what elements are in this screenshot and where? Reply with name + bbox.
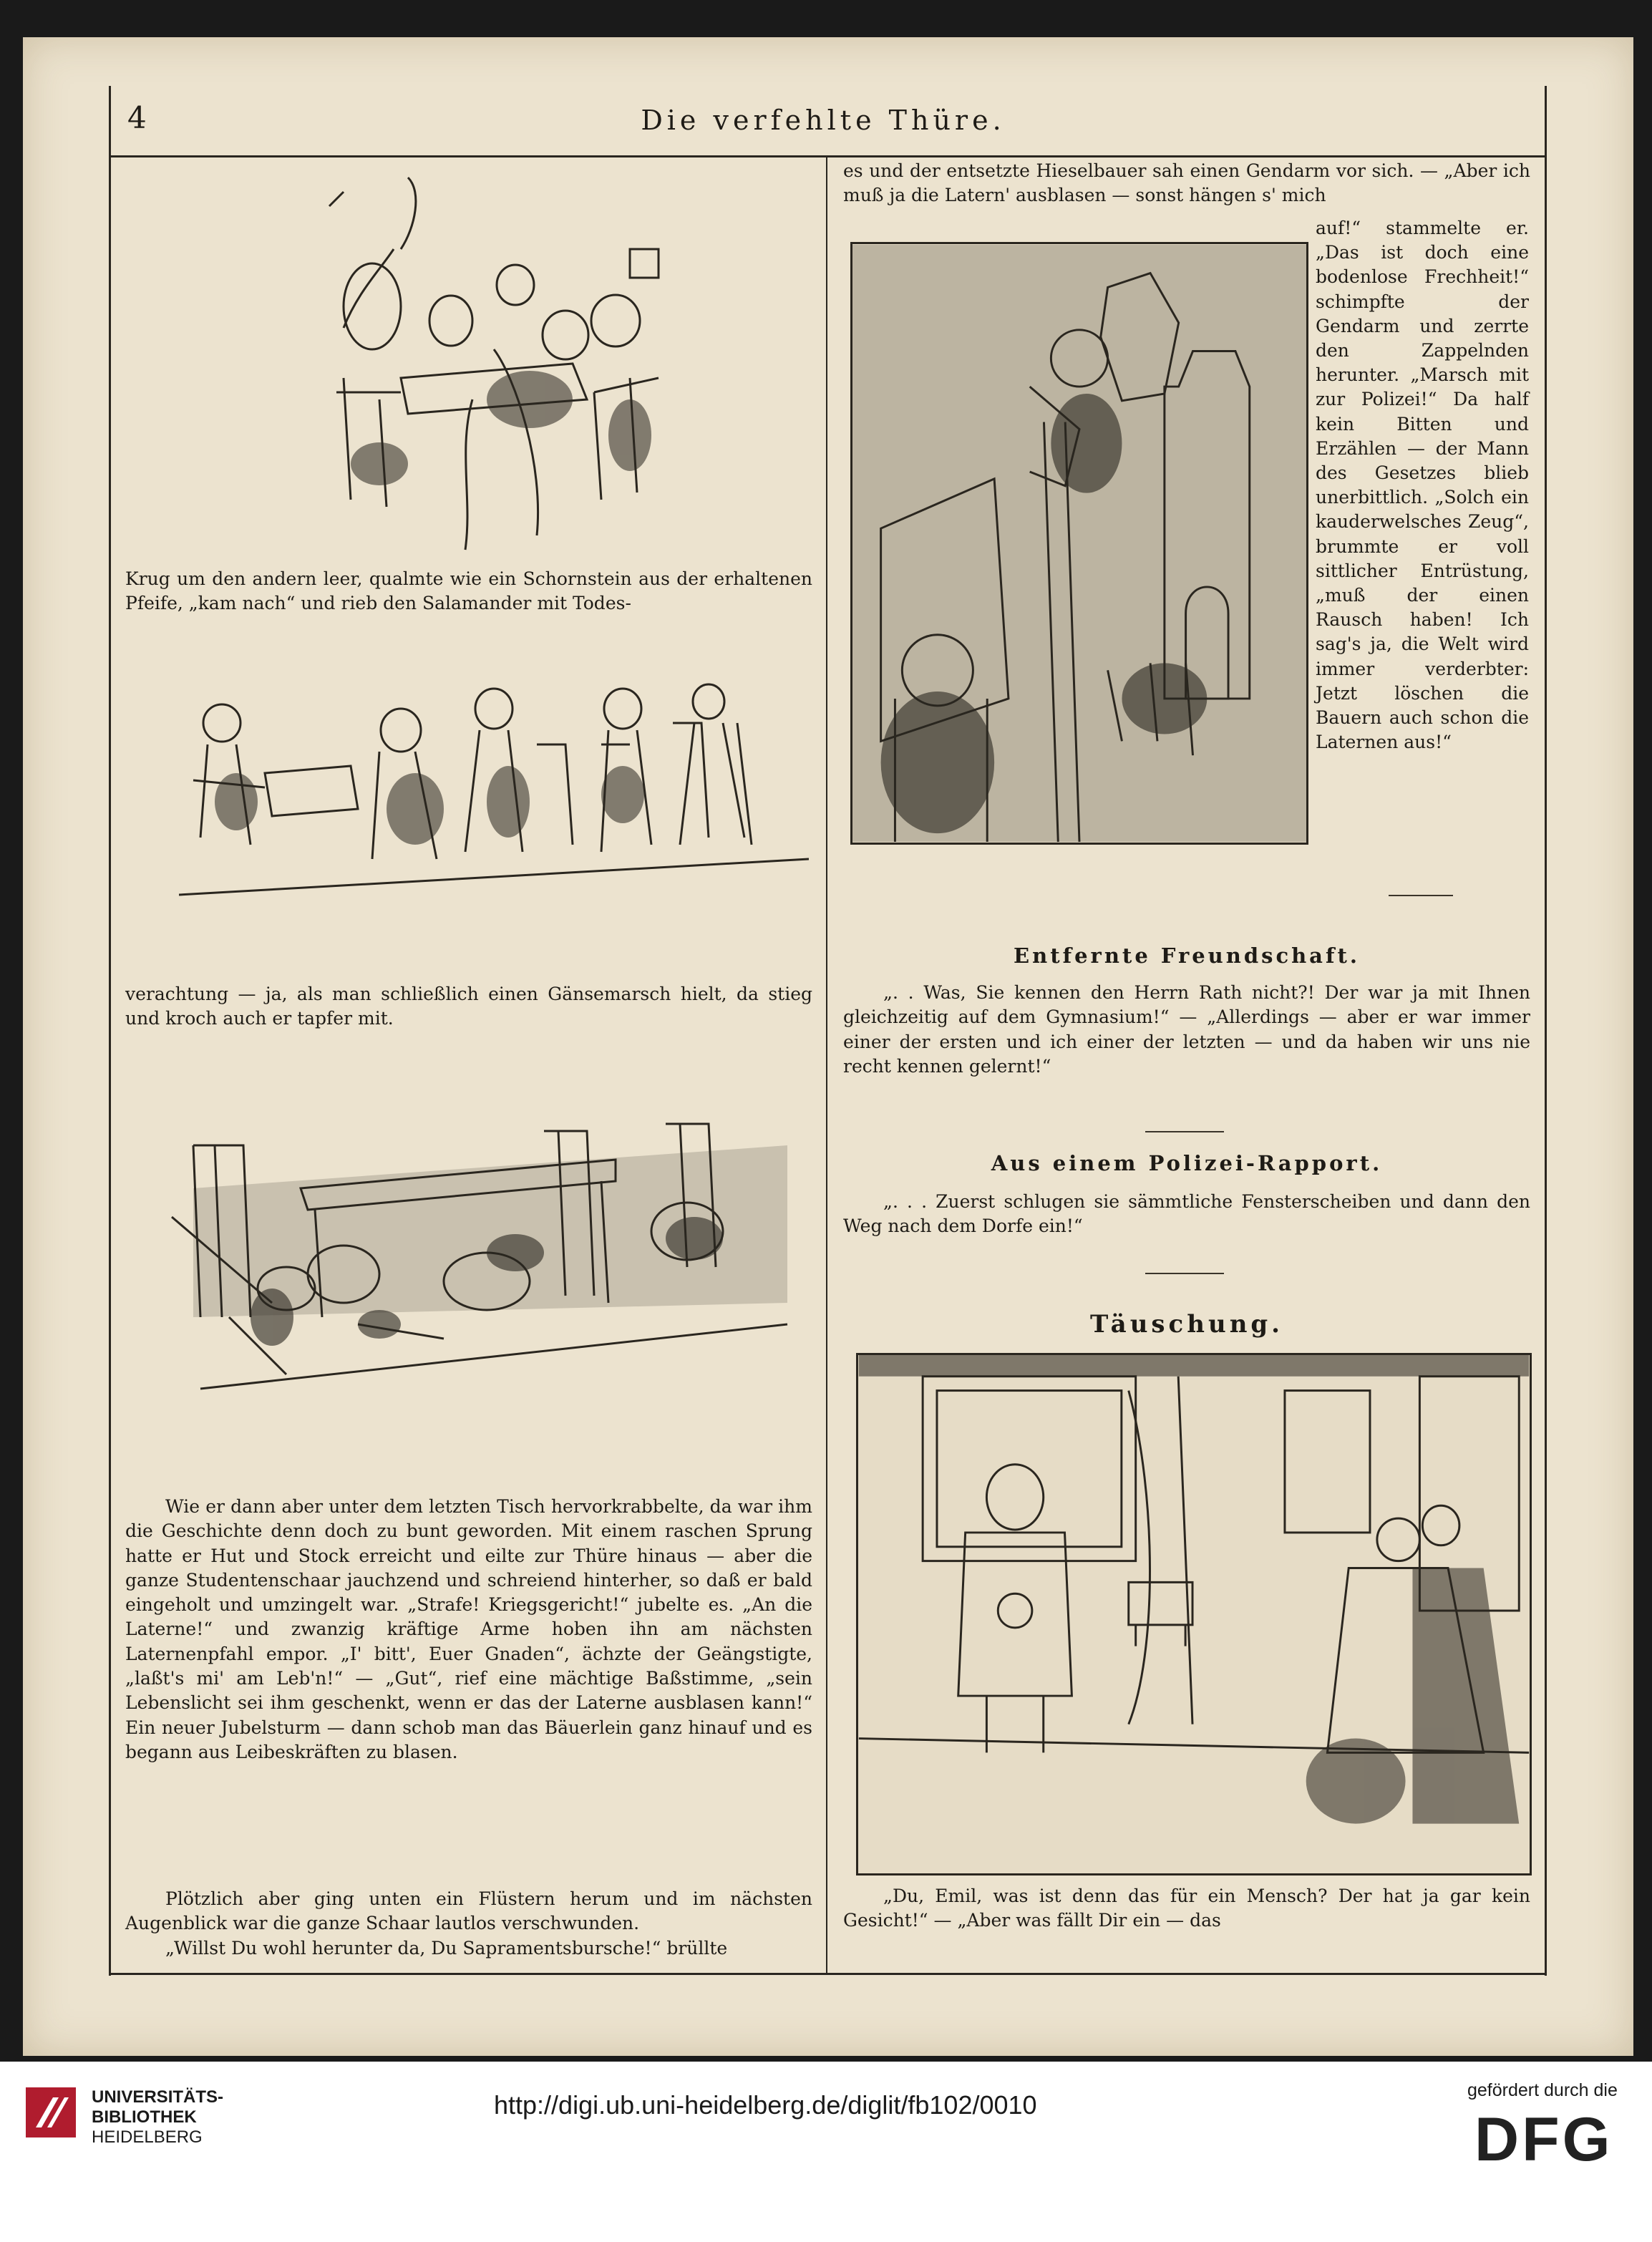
right-side-text: auf!“ stammelte er. „Das ist doch eine bodenlose Frechheit!“ schimpfte der Gendarm und zerrte den Zappelnden herunter. „Marsch mit zur Polizei!“ Da half kein Bitten und Erzählen — der Mann des Gesetzes blieb unerbittlich. „Solch ein kauderwelsches Zeug“, brummte er voll sittlicher Entrüstung, „muß der einen Rausch haben! Ich sag's ja, die Welt wird immer verderbter: Jetzt löschen die Bauern auch schon die Laternen aus!“ xyxy=(1316,218,1529,753)
paragraph-2: Plötzlich aber ging unten ein Flüstern herum und im nächsten Augenblick war die ganze Schaar lautlos verschwunden. xyxy=(125,1888,812,1934)
funding-note: gefördert durch die xyxy=(1467,2080,1618,2100)
section-title-taeuschung: Täuschung. xyxy=(1089,1310,1284,1339)
library-name-line-2: BIBLIOTHEK xyxy=(92,2107,197,2127)
header-rule xyxy=(109,155,1547,157)
illustration-students-chairs xyxy=(179,680,809,916)
library-footer xyxy=(0,2062,1652,2242)
caption-1: Krug um den andern leer, qualmte wie ein Schornstein aus der erhaltenen Pfeife, „kam nach“ und rieb den Salamander mit Todes- xyxy=(125,568,812,614)
illustration-mirror-scene xyxy=(856,1353,1532,1875)
section-title-entfernte-freundschaft: Entfernte Freundschaft. xyxy=(1014,943,1360,968)
caption-2: verachtung — ja, als man schließlich einen Gänsemarsch hielt, da stieg und kroch auch er tapfer mit. xyxy=(125,984,812,1029)
illustration-crawling-under-tables xyxy=(143,1102,802,1403)
university-library-logo-icon xyxy=(26,2087,76,2137)
separator-3 xyxy=(1145,1273,1224,1274)
paragraph-3: „Willst Du wohl herunter da, Du Sapramentsbursche!“ brüllte xyxy=(165,1938,728,1959)
illustration-students-drinking xyxy=(258,163,716,564)
separator-1 xyxy=(1389,895,1453,896)
library-name-line-1: UNIVERSITÄTS- xyxy=(92,2087,224,2107)
illustration-lantern-gendarm xyxy=(850,242,1308,845)
section-title-polizei-rapport: Aus einem Polizei-Rapport. xyxy=(991,1151,1383,1175)
section-text-taeuschung: „Du, Emil, was ist denn das für ein Mensch? Der hat ja gar kein Gesicht!“ — „Aber was fällt Dir ein — das xyxy=(843,1886,1530,1931)
running-title: Die verfehlte Thüre. xyxy=(641,105,1006,136)
separator-2 xyxy=(1145,1131,1224,1132)
left-border-rule xyxy=(109,86,111,1976)
column-divider xyxy=(826,155,827,1975)
section-text-polizei-rapport: „. . . Zuerst schlugen sie sämmtliche Fensterscheiben und dann den Weg nach dem Dorfe ein!“ xyxy=(843,1191,1530,1237)
right-border-rule xyxy=(1545,86,1547,1976)
paragraph-1: Wie er dann aber unter dem letzten Tisch hervorkrabbelte, da war ihm die Geschichte denn doch zu bunt geworden. Mit einem raschen Sprung hatte er Hut und Stock erreicht und eilte zur Thüre hinaus — aber die ganze Studentenschaar jauchzend und schreiend hinterher, so daß er bald eingeholt und umzingelt war. „Strafe! Kriegsgericht!“ jubelte es. „An die Laterne!“ und zwanzig kräftige Arme hoben ihn am nächsten Laternenpfahl empor. „I' bitt', Euer Gnaden“, ächzte der Geängstigte, „laßt's mi' am Leb'n!“ — „Gut“, rief eine mächtige Baßstimme, „sein Lebenslicht sei ihm geschenkt, wenn er das der Laterne ausblasen kann!“ Ein neuer Jubelsturm — dann schob man das Bäuerlein ganz hinauf und es begann aus Leibeskräften zu blasen. xyxy=(125,1496,812,1762)
page-number: 4 xyxy=(127,100,147,135)
right-top-lines: es und der entsetzte Hieselbauer sah einen Gendarm vor sich. — „Aber ich muß ja die Latern' ausblasen — sonst hängen s' mich xyxy=(843,160,1530,206)
dfg-logo: DFG xyxy=(1474,2105,1613,2174)
section-text-entfernte-freundschaft: „. . Was, Sie kennen den Herrn Rath nicht?! Der war ja mit Ihnen gleichzeitig auf dem Gymnasium!“ — „Allerdings — aber er war immer einer der ersten und ich einer der letzten — und da haben wir uns nie recht kennen gelernt!“ xyxy=(843,982,1530,1077)
footer-rule xyxy=(109,1973,1547,1975)
library-name-line-3: HEIDELBERG xyxy=(92,2127,203,2147)
page-url-link[interactable]: http://digi.ub.uni-heidelberg.de/diglit/fb102/0010 xyxy=(494,2090,1037,2120)
